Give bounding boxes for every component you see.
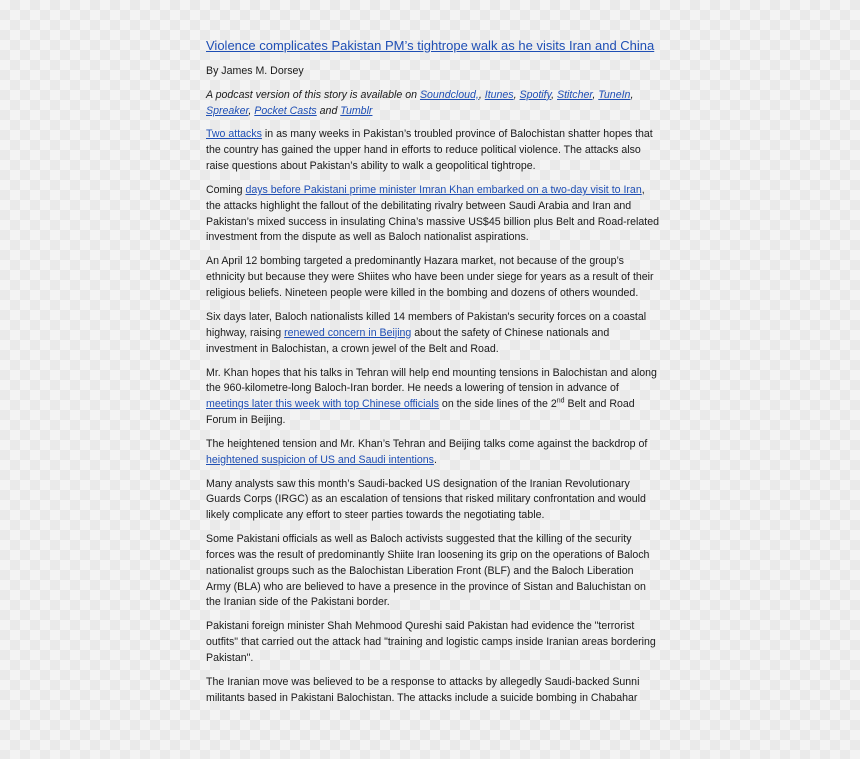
separator: , — [551, 88, 557, 101]
paragraph-text: on the side lines of the 2 — [438, 398, 557, 411]
paragraph-7: Many analysts saw this month’s Saudi-backed US designation of the Iranian Revolutionary Guards Corps (IRGC) as an escalation of tensions that risked military confrontation and would likely complicate any effort to steer parties towards the negotiating table. — [206, 477, 646, 522]
link-tunein[interactable]: TuneIn — [598, 88, 631, 101]
link-soundcloud[interactable]: Soundcloud, — [419, 88, 479, 101]
article-title-link[interactable]: Violence complicates Pakistan PM’s tightrope walk as he visits Iran and China — [206, 38, 655, 53]
article-title — [206, 36, 660, 56]
paragraph-text: about the safety of Chinese nationals and investment in Balochistan, a crown jewel of the Belt and Road. — [206, 326, 610, 355]
paragraph-6 — [206, 437, 660, 469]
link-heightened-suspicion[interactable]: heightened suspicion of US and Saudi intentions — [206, 453, 434, 466]
paragraph-9: Pakistani foreign minister Shah Mehmood Qureshi said Pakistan had evidence the "terrorist outfits" that carried out the attack had "training and logistic camps inside Iranian areas bordering Pakistan". — [206, 620, 656, 664]
paragraph-text: Six days later, Baloch nationalists killed 14 members of Pakistan's security forces on a coastal highway, raising — [206, 310, 647, 339]
podcast-note — [206, 88, 660, 120]
separator: , — [630, 88, 634, 101]
paragraph-text: Belt and Road Forum in Beijing. — [206, 398, 635, 426]
paragraph-3: An April 12 bombing targeted a predominantly Hazara market, not because of the group’s ethnicity but because they were Shiites who have been under siege for years as a result of their religious beliefs. Nineteen people were killed in the bombing and dozens of others wounded. — [206, 255, 654, 299]
paragraph-text: The heightened tension and Mr. Khan’s Tehran and Beijing talks come against the backdrop of — [206, 437, 648, 450]
link-spotify[interactable]: Spotify — [519, 88, 552, 101]
separator: , — [478, 88, 485, 101]
paragraph-text: Coming — [206, 183, 246, 196]
podcast-prefix: A podcast version of this story is available on — [206, 88, 420, 101]
link-stitcher[interactable]: Stitcher — [557, 88, 593, 101]
separator: , — [513, 88, 520, 101]
paragraph-2 — [206, 183, 660, 246]
paragraph-5 — [206, 366, 660, 429]
paragraph-text: Mr. Khan hopes that his talks in Tehran will help end mounting tensions in Balochistan and along the 960-kilometre-long Baloch-Iran border. He needs a lowering of tension in advance of — [206, 366, 657, 395]
separator: , — [248, 104, 255, 117]
link-two-attacks[interactable]: Two attacks — [206, 128, 262, 141]
article-page — [206, 36, 660, 715]
paragraph-4 — [206, 310, 660, 357]
ordinal-suffix: nd — [556, 397, 565, 405]
byline: By James M. Dorsey — [206, 65, 304, 77]
link-itunes[interactable]: Itunes — [484, 88, 514, 101]
link-pocket-casts[interactable]: Pocket Casts — [254, 104, 317, 117]
paragraph-10: The Iranian move was believed to be a response to attacks by allegedly Saudi-backed Sunni militants based in Pakistani Balochistan. The attacks include a suicide bombing in Chabahar — [206, 675, 640, 704]
link-renewed-concern[interactable]: renewed concern in Beijing — [284, 326, 412, 339]
link-meetings[interactable]: meetings later this week with top Chinese officials — [206, 398, 439, 411]
paragraph-1 — [206, 127, 660, 174]
paragraph-text: in as many weeks in Pakistan’s troubled province of Balochistan shatter hopes that the country has gained the upper hand in efforts to reduce political violence. The attacks also raise questions about Pakistan’s ability to walk a geopolitical tightrope. — [206, 128, 653, 172]
separator: , — [592, 88, 599, 101]
paragraph-8: Some Pakistani officials as well as Baloch activists suggested that the killing of the security forces was the result of predominantly Shiite Iran loosening its grip on the operations of Baloch nationalist groups such as the Balochistan Liberation Front (BLF) and the Baloch Liberation Army (BLA) who are believed to have a presence in the province of Sistan and Baluchistan on the Iranian side of the Pakistani border. — [206, 533, 650, 609]
paragraph-text: . — [433, 453, 437, 466]
link-khan-visit[interactable]: days before Pakistani prime minister Imran Khan embarked on a two-day visit to Iran — [245, 183, 642, 196]
link-tumblr[interactable]: Tumblr — [340, 104, 373, 117]
paragraph-text: , the attacks highlight the fallout of the debilitating rivalry between Saudi Arabia and Iran and Pakistan’s mixed success in insulating China’s massive US$45 billion plus Belt and Road-related investment from the dispute as well as Baloch nationalist aspirations. — [206, 183, 660, 244]
link-spreaker[interactable]: Spreaker — [206, 104, 249, 117]
conjunction: and — [316, 104, 341, 117]
